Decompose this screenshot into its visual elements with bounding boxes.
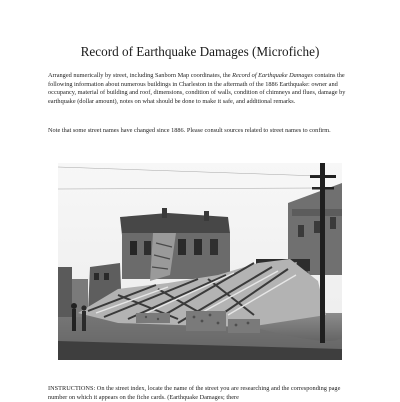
book-title: Record of Earthquake Damages [232, 72, 313, 79]
earthquake-damage-photo [58, 163, 342, 360]
intro-lead: Arranged numerically by street, including Sanborn Map coordinates, the [48, 72, 233, 79]
page-title: Record of Earthquake Damages (Microfiche) [80, 44, 320, 59]
intro-rest: contains the following information about numerous buildings in Charleston in the aftermath of the 1886 Earthquake: owner and occupancy, material of building and roof, dimensions, condition of walls, condition of chimneys and flues, damage by earthquake (dollar amount), notes on what should be done to make it safe, and additional remarks. [48, 72, 346, 106]
street-names-note: Note that some street names have changed since 1886. Please consult sources related to street names to confirm. [48, 127, 331, 134]
intro-paragraph [48, 72, 354, 107]
instructions-paragraph: INSTRUCTIONS: On the street index, locate the name of the street you are researching and the corresponding page number on which it appears on the fiche cards. (Earthquake Damages; there [48, 385, 341, 401]
